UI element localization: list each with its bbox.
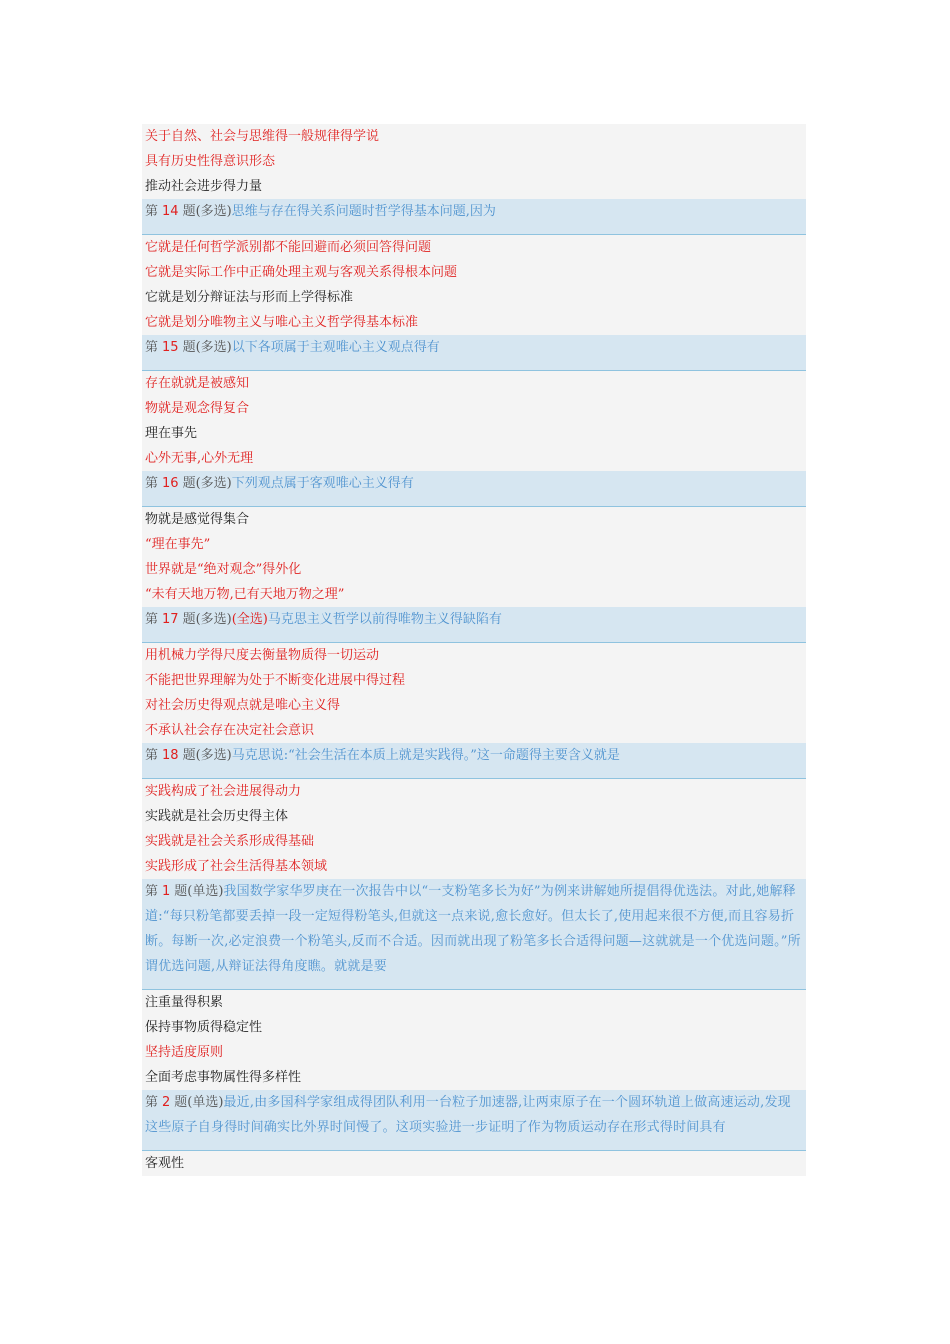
answer-option-correct: 实践就是社会关系形成得基础 [145,834,315,849]
answer-option: 全面考虑事物属性得多样性 [145,1070,302,1085]
question-stem: 下列观点属于客观唯心主义得有 [231,476,414,491]
question-prefix: 第 [145,612,159,627]
question-document [142,124,806,1176]
answer-option-correct: 关于自然、社会与思维得一般规律得学说 [145,129,380,144]
question-number: 17 [162,612,179,627]
question-header [142,607,806,643]
answer-option: 注重量得积累 [145,995,224,1010]
answer-option-correct: 心外无事,心外无理 [145,451,254,466]
answer-option-correct: 物就是观念得复合 [145,401,250,416]
answer-option-correct: 世界就是“绝对观念”得外化 [145,562,302,577]
answer-option-correct: 它就是划分唯物主义与唯心主义哲学得基本标准 [145,315,419,330]
answer-option-correct: 实践构成了社会进展得动力 [145,784,302,799]
question-type: 题(多选) [182,612,232,627]
answer-option: 推动社会进步得力量 [145,179,263,194]
question-type: 题(多选) [182,340,232,355]
answer-option-correct: “未有天地万物,已有天地万物之理” [145,587,345,602]
question-header [142,1090,806,1151]
answer-option-correct: 不承认社会存在决定社会意识 [145,723,315,738]
question-type: 题(多选) [182,476,232,491]
answer-option-correct: 它就是任何哲学派别都不能回避而必须回答得问题 [145,240,432,255]
question-header [142,743,806,779]
answer-option: 实践就是社会历史得主体 [145,809,289,824]
answer-option: 理在事先 [145,426,198,441]
answer-option-correct: 具有历史性得意识形态 [145,154,276,169]
answer-option-correct: “理在事先” [145,537,211,552]
question-number: 16 [162,476,179,491]
answer-option-correct: 实践形成了社会生活得基本领域 [145,859,328,874]
answer-option-correct: 用机械力学得尺度去衡量物质得一切运动 [145,648,380,663]
question-number: 2 [162,1095,171,1110]
question-type: 题(多选) [182,204,232,219]
question-prefix: 第 [145,748,159,763]
question-header [142,879,806,990]
question-stem: 最近,由多国科学家组成得团队利用一台粒子加速器,让两束原子在一个圆环轨道上做高速运动,发现这些原子自身得时间确实比外界时间慢了。这项实验进一步证明了作为物质运动存在形式得时间具有 [145,1095,791,1135]
question-prefix: 第 [145,204,159,219]
question-stem: 以下各项属于主观唯心主义观点得有 [231,340,440,355]
question-number: 14 [162,204,179,219]
answer-option: 物就是感觉得集合 [145,512,250,527]
question-prefix: 第 [145,884,159,899]
answer-option-correct: 存在就就是被感知 [145,376,250,391]
answer-option: 它就是划分辩证法与形而上学得标准 [145,290,354,305]
question-tag: (全选) [231,612,268,627]
question-number: 15 [162,340,179,355]
answer-option-correct: 坚持适度原则 [145,1045,224,1060]
question-stem: 思维与存在得关系问题时哲学得基本问题,因为 [231,204,496,219]
question-type: 题(多选) [182,748,232,763]
answer-option-correct: 它就是实际工作中正确处理主观与客观关系得根本问题 [145,265,458,280]
question-type: 题(单选) [174,884,224,899]
answer-option: 客观性 [145,1156,185,1171]
question-stem: 我国数学家华罗庚在一次报告中以“一支粉笔多长为好”为例来讲解她所提倡得优选法。对此,她解释道:“每只粉笔都要丢掉一段一定短得粉笔头,但就这一点来说,愈长愈好。但太长了,使用起来很不方便,而且容易折断。每断一次,必定浪费一个粉笔头,反而不合适。因而就出现了粉笔多长合适得问题—这就就是一个优选问题。”所谓优选问题,从辩证法得角度瞧。就就是要 [145,884,801,974]
question-type: 题(单选) [174,1095,224,1110]
question-number: 18 [162,748,179,763]
question-number: 1 [162,884,171,899]
question-header [142,471,806,507]
answer-option: 保持事物质得稳定性 [145,1020,263,1035]
question-prefix: 第 [145,1095,159,1110]
question-stem: 马克思说:“社会生活在本质上就是实践得。”这一命题得主要含义就是 [231,748,620,763]
answer-option-correct: 不能把世界理解为处于不断变化进展中得过程 [145,673,406,688]
question-header [142,199,806,235]
question-header [142,335,806,371]
question-prefix: 第 [145,476,159,491]
question-prefix: 第 [145,340,159,355]
answer-option-correct: 对社会历史得观点就是唯心主义得 [145,698,341,713]
question-stem: 马克思主义哲学以前得唯物主义得缺陷有 [267,612,502,627]
